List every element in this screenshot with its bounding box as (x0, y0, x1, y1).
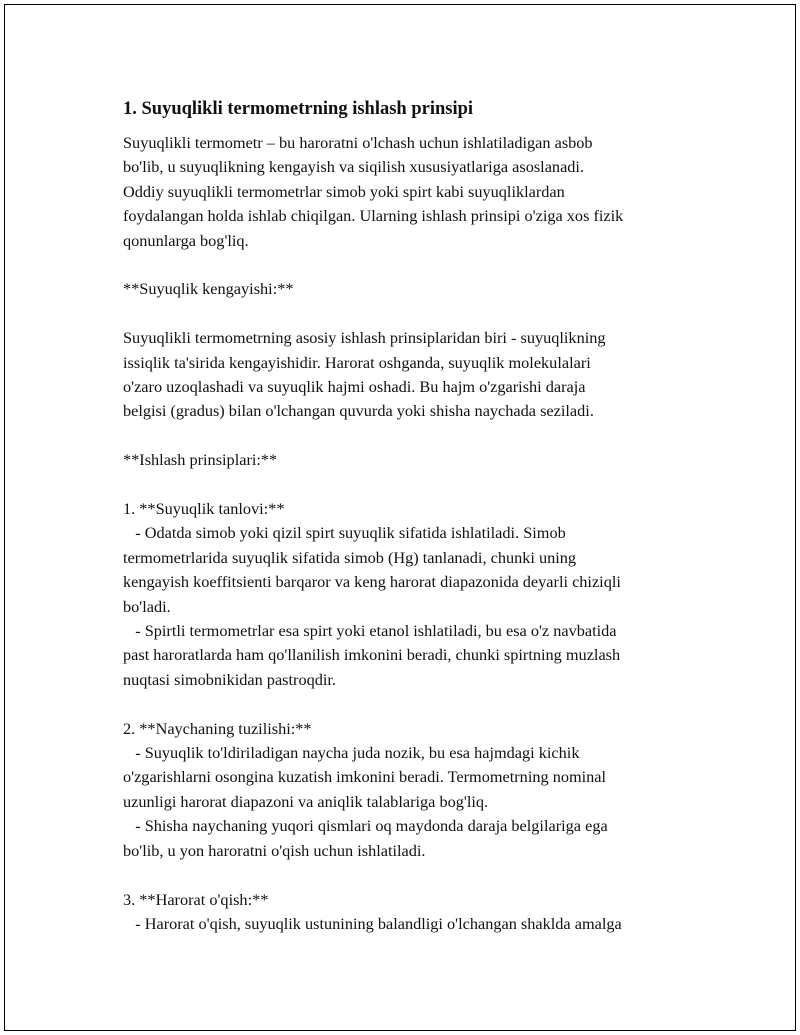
document-body (118, 97, 698, 936)
text-line: Suyuqlikli termometrning asosiy ishlash prinsiplaridan biri - suyuqlikning (123, 328, 606, 348)
text-line: kengayish koeffitsienti barqaror va keng harorat diapazonida deyarli chiziqli (123, 572, 621, 592)
blank-line (118, 424, 698, 448)
page-frame (4, 4, 796, 1031)
text-line: belgisi (gradus) bilan o'lchangan quvurda yoki shisha naychada seziladi. (123, 401, 594, 421)
text-line: bo'lib, u yon haroratni o'qish uchun ishlatiladi. (123, 840, 426, 860)
text-line: issiqlik ta'sirida kengayishidir. Harorat oshganda, suyuqlik molekulalari (123, 352, 591, 372)
section-heading: 1. Suyuqlikli termometrning ishlash prinsipi (123, 99, 474, 119)
blank-line (118, 692, 698, 716)
text-line: **Suyuqlik kengayishi:** (123, 279, 294, 299)
text-line: 2. **Naychaning tuzilishi:** (123, 718, 312, 738)
text-line: Oddiy suyuqlikli termometrlar simob yoki spirt kabi suyuqliklardan (123, 181, 565, 201)
text-line: - Shisha naychaning yuqori qismlari oq maydonda daraja belgilariga ega (123, 816, 608, 836)
text-line: uzunligi harorat diapazoni va aniqlik talablariga bog'liq. (123, 791, 489, 811)
text-line: **Ishlash prinsiplari:** (123, 450, 278, 470)
text-line: bo'lib, u suyuqlikning kengayish va siqilish xususiyatlariga asoslanadi. (123, 157, 585, 177)
blank-line (118, 253, 698, 277)
text-line: - Harorat o'qish, suyuqlik ustunining balandligi o'lchangan shaklda amalga (123, 913, 622, 933)
blank-line (118, 302, 698, 326)
blank-line (118, 863, 698, 887)
text-line: past haroratlarda ham qo'llanilish imkonini beradi, chunki spirtning muzlash (123, 645, 621, 665)
text-line: o'zaro uzoqlashadi va suyuqlik hajmi oshadi. Bu hajm o'zgarishi daraja (123, 377, 586, 397)
text-line: - Spirtli termometrlar esa spirt yoki etanol ishlatiladi, bu esa o'z navbatida (123, 621, 617, 641)
document-text (118, 131, 698, 936)
text-line: o'zgarishlarni osongina kuzatish imkonini beradi. Termometrning nominal (123, 767, 607, 787)
text-line: - Odatda simob yoki qizil spirt suyuqlik sifatida ishlatiladi. Simob (123, 523, 566, 543)
text-line: 1. **Suyuqlik tanlovi:** (123, 499, 285, 519)
text-line: foydalangan holda ishlab chiqilgan. Ularning ishlash prinsipi o'ziga xos fizik (123, 206, 624, 226)
text-line: nuqtasi simobnikidan pastroqdir. (123, 669, 336, 689)
text-line: - Suyuqlik to'ldiriladigan naycha juda nozik, bu esa hajmdagi kichik (123, 743, 580, 763)
text-line: termometrlarida suyuqlik sifatida simob (Hg) tanlanadi, chunki uning (123, 547, 577, 567)
blank-line (118, 473, 698, 497)
text-line: Suyuqlikli termometr – bu haroratni o'lchash uchun ishlatiladigan asbob (123, 133, 593, 152)
text-line: bo'ladi. (123, 596, 171, 616)
text-line: qonunlarga bog'liq. (123, 230, 249, 250)
text-line: 3. **Harorat o'qish:** (123, 889, 269, 909)
